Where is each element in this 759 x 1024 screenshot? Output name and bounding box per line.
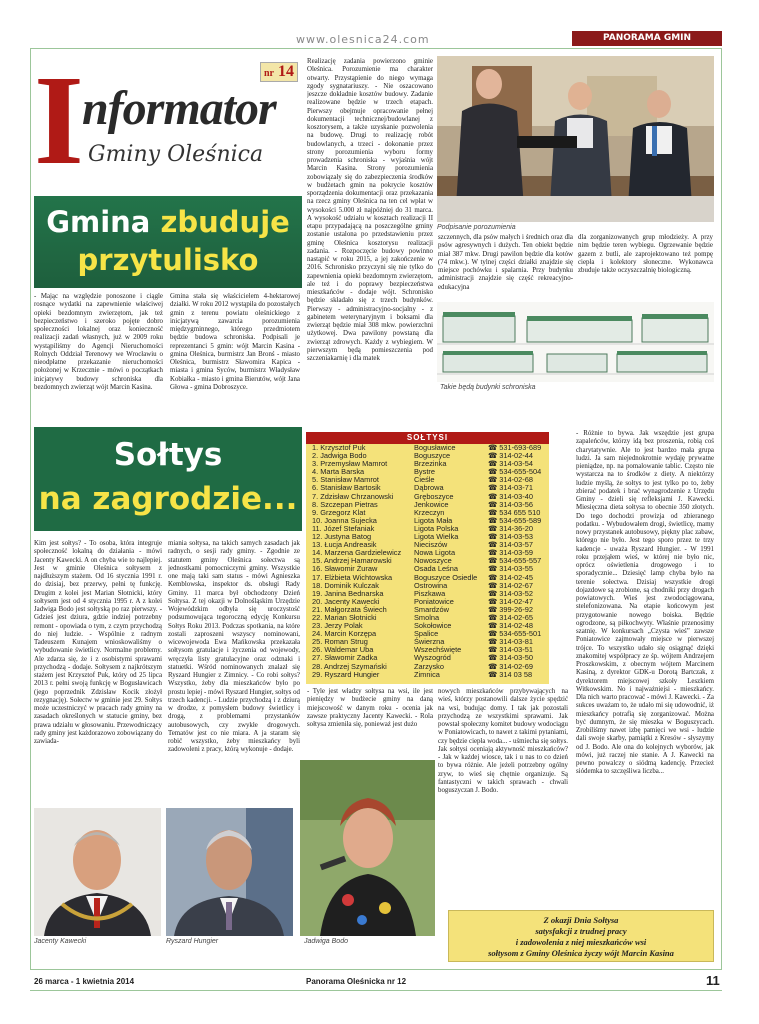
greeting-line-3: i zadowolenia z niej mieszkańców wsi xyxy=(515,937,647,947)
soltys-phone: ☎ 314-36-20 xyxy=(488,523,533,533)
soltys-name: 22. Marian Słotnicki xyxy=(312,612,377,622)
soltys-village: Zimnica xyxy=(414,669,440,679)
portrait-bodo xyxy=(300,760,435,936)
article1-column-a: Realizację zadania powierzono gminie Oleśnica. Porozumienie ma charakter otwarty. Przystąpienie do niego wymaga zgody sygnatariuszy. - Nie oszacowano jeszcze dokładnie kosztów budowy. Zadanie realizowane będzie w trzech etapach. Pierwszy obejmuje opracowanie pełnej dokumentacji technicznej/budowlanej z kosztorysem, a także uzyskanie pozwolenia na budowę. Drugi to realizację robót budowlanych, a trzeci - dokonanie przez strony porozumienia wyboru formy prowadzenia schroniska - wyjaśnia wójt Marcin Kasina. Strony porozumienia zobowiązały się do zabezpieczenia środków w budżetach gmin na pokrycie kosztów sporządzenia dokumentacji oraz przekazania na rzecz gminy Oleśnica na ten cel wpłat w wysokości 5.000 zł najpóźniej do 31 marca. A wysokość udziału w kosztach realizacji II etapu przypadającą na poszczególne gminy zostanie ustalona po przedstawieniu przez gminę Oleśnica kosztorysu realizacji zadania. - Rozpoczęcie budowy powinno nastąpić w roku 2015, a jej zakończenie w 2016. Schronisko przyczyni się nie tylko do zapewnienia opieki bezdomnym zwierzętom, ale też i do poprawy bezpieczeństwa mieszkańców - dodaje wójt. Schronisko będzie składało się z trzech budynków. Pierwszy - administracyjno-socjalny - z gabinetem weterynaryjnym i boksami dla zwierząt będzie miał 308 mkw. powierzchni użytkowej. Dwa pawilony powstaną dla zwierząt zdrowych. Każdy z wybiegiem. W pierwszym będą pomieszczenia pod szczeniakarnię i dla matek xyxy=(307,58,433,362)
soltys-village: Bogusławice xyxy=(414,443,456,452)
headline1-word: Gmina xyxy=(46,205,151,239)
soltys-phone: ☎ 534-655-589 xyxy=(488,515,542,525)
signing-photo xyxy=(437,56,714,222)
soltys-village: Boguszyce Osiedle xyxy=(414,572,478,582)
soltys-name: 29. Ryszard Hungier xyxy=(312,669,380,679)
soltys-name: 19. Janina Bednarska xyxy=(312,588,384,598)
article2-headline xyxy=(34,427,302,531)
article2-column-c: - Tyle jest władzy sołtysa na wsi, ile jest pieniędzy w budżecie gminy na daną miejscowość w danym roku - ocenia jak zawsze praktyczny Jacenty Kawecki. - Rola sołtysa zmieniła się, ponieważ jest dużo xyxy=(307,688,433,728)
soltys-name: 4. Marta Barska xyxy=(312,467,365,477)
soltys-name: 25. Roman Strug xyxy=(312,637,368,647)
soltys-village: Gręboszyce xyxy=(414,491,454,501)
soltys-village: Spalice xyxy=(414,629,439,639)
soltys-village: Poniatowice xyxy=(414,596,454,606)
article1-column-b: - Mając na względzie ponoszone i ciągle rosnące wydatki na zapewnienie właściwej opieki bezdomnym zwierzętom, jak też bezpieczeństwo i szeroko pojęte dobro społeczności lokalnej oraz konieczność realizacji zadań własnych, już w 2009 roku wystąpiliśmy do Agencji Nieruchomości Rolnych Oddział Terenowy we Wrocławiu o nieodpłatne przekazanie nieruchomości położonej w Krzecznie - mówi o początkach inicjatywy budowy schroniska dla bezdomnych zwierząt wójt Marcin Kasina. xyxy=(34,293,163,391)
soltys-name: 17. Elżbieta Wichtowska xyxy=(312,572,393,582)
soltys-village: Nowa Ligota xyxy=(414,548,456,558)
footer-rule xyxy=(30,990,722,991)
soltys-village: Wyszogród xyxy=(414,653,451,663)
caption-kawecki: Jacenty Kawecki xyxy=(34,938,87,945)
soltys-village: Boguszyce xyxy=(414,451,451,461)
soltys-phone: ☎ 314-02-69 xyxy=(488,661,533,671)
issue-prefix: nr xyxy=(264,68,274,79)
headline2-bottom-a: na xyxy=(38,481,82,517)
soltys-phone: ☎ 314-03-56 xyxy=(488,499,533,509)
soltys-name: 28. Andrzej Szymański xyxy=(312,661,387,671)
article1-column-e: dla zorganizowanych grup młodzieży. A przy nim będzie teren wybiegu. Ogrzewanie będzie gazem z butli, ale zaprojektowano też pompę ciepła i kolektory słoneczne. Wykonawca zbuduje także oczyszczalnię biologiczną. xyxy=(578,234,713,274)
soltys-name: 14. Marzena Gardzielewicz xyxy=(312,548,402,558)
soltys-phone: ☎ 534-655-501 xyxy=(488,629,542,639)
website-url[interactable]: www.olesnica24.com xyxy=(296,33,430,46)
caption-bodo: Jadwiga Bodo xyxy=(304,938,348,945)
soltys-village: Smardzów xyxy=(414,604,449,614)
soltys-phone: ☎ 534 655 510 xyxy=(488,507,541,517)
soltys-name: 12. Justyna Batog xyxy=(312,532,372,542)
page-number: 11 xyxy=(706,973,720,988)
soltys-village: Ligota Polska xyxy=(414,523,459,533)
portrait-hungier-image xyxy=(166,808,293,936)
soltys-name: 8. Szczepan Pietras xyxy=(312,499,378,509)
soltys-phone: ☎ 314-03-71 xyxy=(488,483,533,493)
soltys-name: 6. Stanisław Bartosik xyxy=(312,483,381,493)
soltys-name: 5. Stanisław Mamrot xyxy=(312,475,379,485)
issue-number: 14 xyxy=(278,63,294,80)
soltys-phone: ☎ 314-03-50 xyxy=(488,653,533,663)
portrait-hungier xyxy=(166,808,293,936)
soltys-village: Nowoszyce xyxy=(414,556,452,566)
soltys-village: Piszkawa xyxy=(414,588,446,598)
soltysi-heading: SOŁTYSI xyxy=(306,432,549,444)
soltys-village: Ostrowina xyxy=(414,580,448,590)
soltys-village: Świerzna xyxy=(414,637,445,647)
caption-hungier: Ryszard Hungier xyxy=(166,938,219,945)
soltys-name: 15. Andrzej Hamarowski xyxy=(312,556,392,566)
soltys-phone: ☎ 399-26-92 xyxy=(488,604,533,614)
soltys-village: Krzeczyn xyxy=(414,507,445,517)
soltys-phone: ☎ 534-655-557 xyxy=(488,556,542,566)
soltys-row xyxy=(306,671,549,679)
soltys-phone: ☎ 314-03-40 xyxy=(488,491,533,501)
signing-photo-image xyxy=(437,56,714,222)
headline1-bottom: przytulisko xyxy=(77,243,259,277)
soltys-village: Smolna xyxy=(414,612,440,622)
headline2-top: Sołtys xyxy=(113,437,223,473)
soltys-village: Bystre xyxy=(414,467,435,477)
soltys-name: 21. Małgorzata Świech xyxy=(312,604,387,614)
soltysi-list xyxy=(306,444,549,679)
soltys-phone: ☎ 314-03-57 xyxy=(488,540,533,550)
portrait-kawecki-image xyxy=(34,808,161,936)
article2-column-b: miania sołtysa, na takich samych zasadach jak radnych, o sesji rady gminy. - Zgodnie ze statutem gminy Oleśnica sołectwa są jednostkami pomocniczymi gminy. Wszystkie one mają taki sam status - mówi Agnieszka Kemblowska, inspektor ds. obsługi Rady Gminy. 11 marca był obchodzony Dzień Sołtysa. Z tej okazji w Dolnośląskim Urzędzie Wojewódzkim odbyła się uroczystość podsumowująca tegoroczną edycję Konkursu Sołtys Roku 2013. Podczas spotkania, na które zostali zaproszeni wszyscy nominowani, wicewojewoda Ewa Mańkowska przekazała sołtysom gratulacje i życzenia od wojewody, wręczyła listy gratulacyjne oraz odznaki i statuetki. Wśród nominowanych znalazł się Ryszard Hungier z Zimnicy. - Co robi sołtys? Wszystko, żeby dla mieszkańców było po prostu lepiej - mówi Ryszard Hungier, sołtys od trzech kadencji. - Ludzie przychodzą i z dziurą w drodze, z pomysłem budowy świetlicy i drogą, z problemami przystanków autobusowych, czy zwykłe drogowych. Tematów jest co nie miara. A ja staram się robić wszystko, żeby mieszkańcy byli zadowoleni z pracy, którą wykonuje - dodaje. xyxy=(168,540,300,754)
soltys-phone: ☎ 314-03-53 xyxy=(488,532,533,542)
soltys-phone: ☎ 314-03-52 xyxy=(488,588,533,598)
soltys-phone: ☎ 314-02-67 xyxy=(488,580,533,590)
greeting-line-4: sołtysom z Gminy Oleśnica życzy wójt Marcin Kasina xyxy=(488,948,674,958)
soltys-name: 2. Jadwiga Bodo xyxy=(312,451,367,461)
footer-date: 26 marca - 1 kwietnia 2014 xyxy=(34,977,135,986)
greeting-line-2: satysfakcji z trudnej pracy xyxy=(535,926,627,936)
soltys-phone: ☎ 531-693-689 xyxy=(488,443,542,452)
soltys-phone: ☎ 314-03-51 xyxy=(488,645,533,655)
issue-badge xyxy=(260,62,298,82)
soltys-name: 1. Krzysztof Puk xyxy=(312,443,366,452)
headline2-bottom-b: zagrodzie... xyxy=(92,481,298,517)
section-tag: PANORAMA GMIN xyxy=(572,31,722,46)
soltysi-table xyxy=(306,444,549,684)
soltys-phone: ☎ 314 03 58 xyxy=(488,669,533,679)
soltys-village: Zarzysko xyxy=(414,661,444,671)
soltys-village: Sokołowice xyxy=(414,621,452,631)
soltys-name: 3. Przemysław Mamrot xyxy=(312,459,388,469)
soltys-name: 24. Marcin Korzępa xyxy=(312,629,377,639)
soltys-name: 27. Sławomir Zadka xyxy=(312,653,378,663)
soltys-village: Jenkowice xyxy=(414,499,449,509)
article2-column-d: nowych mieszkańców przybywających na wieś, którzy postanowili dalsze życie spędzić na wsi, budując domy. I tak jak pozostali przychodzą ze wszystkimi sprawami. Jak powstał społeczny komitet budowy wodociągu w Poniatowicach, to nawet z takimi pytaniami, czy będzie ciepła woda... - uśmiecha się sołtys. Jak sołtysi oceniają aktywność mieszkańców? - Jak w każdej wiosce, tak i u nas to co dzień to bywa różnie. Ale jeżeli potrzebny ogólny zryw, to wieś się chętnie organizuje. Są fantastyczni w takich sprawach - chwali boguszyczan J. Bodo. xyxy=(438,688,568,794)
soltys-phone: ☎ 314-02-45 xyxy=(488,572,533,582)
article1-column-d: szczennych, dla psów małych i średnich oraz dla psów agresywnych i dużych. Ten obiekt będzie miał 387 mkw. Drugi pawilon będzie dla kotów (74 mkw.). W tylnej części działki znajdzie się miejsce pochówku i spalarnia. Przy budynku administracji znajdzie się część rekreacyjno-edukacyjna xyxy=(438,234,573,291)
soltys-name: 18. Dominik Kulczak xyxy=(312,580,379,590)
building-render-image xyxy=(437,302,714,382)
masthead-subtitle: Gminy Oleśnica xyxy=(88,142,264,167)
soltys-name: 11. Józef Stefaniak xyxy=(312,523,375,533)
soltys-village: Ligota Mała xyxy=(414,515,453,525)
article1-headline xyxy=(34,196,302,288)
building-render xyxy=(437,302,714,382)
soltys-name: 7. Zdzisław Chrzanowski xyxy=(312,491,394,501)
soltys-village: Brzezinka xyxy=(414,459,447,469)
soltys-village: Dąbrowa xyxy=(414,483,444,493)
footer-publication: Panorama Oleśnicka nr 12 xyxy=(306,977,407,986)
soltys-name: 9. Grzegorz Klat xyxy=(312,507,366,517)
soltys-name: 26. Waldemar Uba xyxy=(312,645,374,655)
masthead-title: nformator xyxy=(82,82,276,135)
soltys-phone: ☎ 314-03-55 xyxy=(488,564,533,574)
article2-column-a: Kim jest sołtys? - To osoba, która integruje społeczność lokalną do działania - mówi Jacenty Kawecki. A on chyba wie to najlepiej. Jest w gminie Oleśnica sołtysem z najdłuższym stażem. Od 16 stycznia 1991 r. do dzisiaj, bez przerwy, pełni tę funkcję. Drugim z kolei jest Marian Słotnicki, który sołtysem jest od 4 stycznia 1995 r. A z kolei Jadwiga Bodo jest sołtyską po raz pierwszy. - Gdzieś jest dziura, gdzie indziej potrzebny remont - opowiada o tym, z czym przychodzą do niej ludzie. - Wspólnie z radnym Tadeuszem Kunajem wnioskowaliśmy o wybudowanie świetlicy. Normalne problemy. Ale zdarza się, że i z osobistymi sprawami przychodzą - dodaje. Sołtysem z najkrótszym stażem jest Krzysztof Puk, który od 25 lipca 2013 r. pełni swoją funkcję w Bogusławicach (jego poprzednik Zdzisław Kocik złożył rezygnację). Sołectw w gminie jest 29. Sołtys może uczestniczyć w pracach rady gminy na zasadach określonych w statucie gminy, bez prawa udziału w głosowaniu. Przewodniczący rady gminy jest każdorazowo zobowiązany do zawiada- xyxy=(34,540,162,745)
building-caption: Takie będą budynki schroniska xyxy=(440,384,536,391)
signing-photo-caption: Podpisanie porozumienia xyxy=(437,224,516,231)
greeting-line-1: Z okazji Dnia Sołtysa xyxy=(543,915,619,925)
soltys-name: 23. Jerzy Polak xyxy=(312,621,363,631)
soltys-phone: ☎ 314-02-44 xyxy=(488,451,533,461)
soltys-village: Nieciszów xyxy=(414,540,448,550)
soltys-phone: ☎ 314-02-65 xyxy=(488,612,533,622)
soltys-phone: ☎ 314-03-81 xyxy=(488,637,533,647)
greeting-box xyxy=(448,910,714,962)
soltys-village: Cieśle xyxy=(414,475,435,485)
soltys-name: 20. Jacenty Kawecki xyxy=(312,596,380,606)
masthead-initial: I xyxy=(34,49,84,191)
soltys-phone: ☎ 314-02-47 xyxy=(488,596,533,606)
soltys-village: Wszechświęte xyxy=(414,645,462,655)
soltys-name: 10. Joanna Sujecka xyxy=(312,515,377,525)
soltys-name: 13. Łucja Andreasik xyxy=(312,540,377,550)
soltys-phone: ☎ 314-03-59 xyxy=(488,548,533,558)
headline1-highlight: zbuduje xyxy=(160,205,290,239)
article2-column-e: - Różnie to bywa. Jak wszędzie jest grupa zapaleńców, którzy idą bez proszenia, robią coś charytatywnie. Ale to jest bardzo mała grupa ludzi. Ja sam niejednokrotnie wydaję prywatne pieniądze, np. na pomalowanie tablic. Często nie wystarcza na to środków z diety. A niektórzy ludzie myślą, że sołtys to jest tylko po to, żeby zbierać podatek i brać wynagrodzenie z Urzędu Gminy - dzieli się refleksjami J. Kawecki. Miesięczna dieta sołtysa to obecnie 350 złotych. Do tego dochodzi prowizja od zbieranego podatku. - Wybudowałem drogi, świetlicę, mamy nowy przystanek autobusowy, piękny plac zabaw, którego nie było. Jest tego sporo przez te trzy kadencje - uważa Ryszard Hungier. - W 1991 roku przejąłem wieś, w której nie było nic, oprócz oświetlenia drogowego i to sporadycznie... Dziesięć lamp chyba było na terenie sołectwa. Dzisiaj wszystkie drogi dojazdowe są zrobione, są chodniki przy drogach powiatowych. Wieś jest zwodociągowana, stelefonizowana. Na etapie końcowym jest przygotowanie nowego boiska. Będzie ogrodzone, są piłkochwyty. Właśnie przenosimy szatnię. W konkursach „Czysta wieś” zawsze Poniatowice zajmowały miejsce w pierwszej trójce. To wszystko udało się osiągnąć dzięki znakomitej współpracy ze śp. wójtem Andrzejem Proszkowskim, z obecnym wójtem Marcinem Kasiną, z dyrektor GDK-u Dorotą Bartczak, z dyrektorem miejscowej szkoły Leszkiem Witkowskim. No i najważniejsi - mieszkańcy. Dla nich warto pracować - mówi J. Kawecki. - Za sukces uważam to, że udało mi się udowodnić, iż mieszkańcy potrafią się zorganizować. Można być dumnym, że się mieszka w Boguszycach. Zrobiliśmy nawet izbę pamięci we wsi - ludzie dali swoje skarby, pamiątki z Kresów - słyszymy od J. Bodo. Ale ona do kolejnych wyborów, jak mówi, już raczej nie stanie. A J. Kawecki na pewno powalczy o siódmą kadencję. Przecież siódemka to szczęśliwa liczba... xyxy=(576,430,714,776)
portrait-bodo-image xyxy=(300,760,435,936)
soltys-name: 16. Sławomir Żuraw xyxy=(312,564,378,574)
soltys-village: Ligota Wielka xyxy=(414,532,459,542)
portrait-kawecki xyxy=(34,808,161,936)
soltys-phone: ☎ 534-655-504 xyxy=(488,467,542,477)
soltys-phone: ☎ 314-02-48 xyxy=(488,621,533,631)
soltys-village: Osada Leśna xyxy=(414,564,458,574)
soltys-phone: ☎ 314-02-68 xyxy=(488,475,533,485)
soltys-phone: ☎ 314-03-54 xyxy=(488,459,533,469)
article1-column-c: Gmina stała się właścicielem 4-hektarowej działki. W roku 2012 wystąpiła do pozostałych gmin z terenu powiatu oleśnickiego z inicjatywą zawarcia porozumienia międzygminnego, którego przedmiotem będzie budowa schroniska. Podpisali je reprezentanci 5 gmin: wójt Marcin Kasina - gmina Oleśnica, burmistrz Jan Bronś - miasto Oleśnica, burmistrz Sławomira Kapica - miasta i gmina Syców, burmistrz Władysław Kobiałka - miasto i gmina Bierutów, wójt Jana Głowa - gmina Dobroszyce. xyxy=(170,293,300,391)
